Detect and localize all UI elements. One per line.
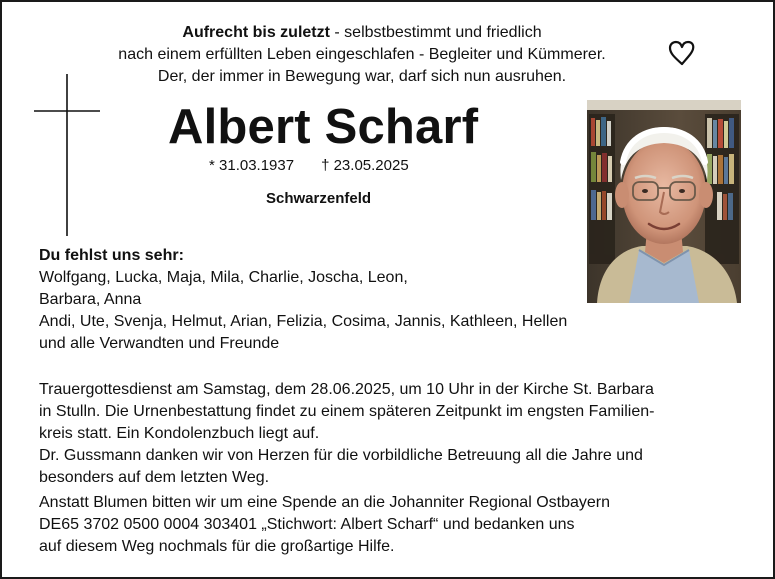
death-date: † 23.05.2025 bbox=[321, 157, 409, 174]
intro-line-2: nach einem erfüllten Leben eingeschlafen - Begleiter und Kümmerer. bbox=[118, 46, 606, 63]
mourners-line: Barbara, Anna bbox=[39, 291, 142, 308]
service-line: in Stulln. Die Urnenbestattung findet zu einem späteren Zeitpunkt im engsten Familien- bbox=[39, 403, 655, 420]
intro-bold: Aufrecht bis zuletzt bbox=[182, 24, 330, 41]
service-line: Dr. Gussmann danken wir von Herzen für die vorbildliche Betreuung all die Jahre und bbox=[39, 447, 643, 464]
intro-text bbox=[2, 22, 722, 88]
place-of-residence: Schwarzenfeld bbox=[266, 190, 372, 207]
mourners-line: Andi, Ute, Svenja, Helmut, Arian, Felizia, Cosima, Jannis, Kathleen, Hellen bbox=[39, 313, 568, 330]
intro-line-3: Der, der immer in Bewegung war, darf sich nun ausruhen. bbox=[157, 68, 567, 85]
cross-icon bbox=[34, 74, 100, 236]
service-line: Trauergottesdienst am Samstag, dem 28.06.2025, um 10 Uhr in der Kirche St. Barbara bbox=[39, 381, 654, 398]
intro-line-1 bbox=[2, 22, 722, 44]
donation-line: DE65 3702 0500 0004 303401 „Stichwort: Albert Scharf“ und bedanken uns bbox=[39, 516, 575, 533]
service-section bbox=[39, 379, 744, 489]
birth-date: * 31.03.1937 bbox=[209, 157, 295, 174]
donation-line: Anstatt Blumen bitten wir um eine Spende an die Johanniter Regional Ostbayern bbox=[39, 494, 611, 511]
mourners-section bbox=[39, 245, 639, 355]
heart-outline-icon bbox=[668, 40, 696, 66]
mourners-heading: Du fehlst uns sehr: bbox=[39, 247, 184, 264]
mourners-line: Wolfgang, Lucka, Maja, Mila, Charlie, Joscha, Leon, bbox=[39, 269, 408, 286]
intro-line-1-rest: - selbstbestimmt und friedlich bbox=[329, 24, 542, 41]
donation-line: auf diesem Weg nochmals für die großartige Hilfe. bbox=[39, 538, 395, 555]
mourners-line: und alle Verwandten und Freunde bbox=[39, 335, 280, 352]
donation-section bbox=[39, 492, 744, 558]
deceased-name: Albert Scharf bbox=[168, 100, 479, 154]
life-dates bbox=[209, 157, 409, 174]
service-line: besonders auf dem letzten Weg. bbox=[39, 469, 270, 486]
service-line: kreis statt. Ein Kondolenzbuch liegt auf. bbox=[39, 425, 320, 442]
